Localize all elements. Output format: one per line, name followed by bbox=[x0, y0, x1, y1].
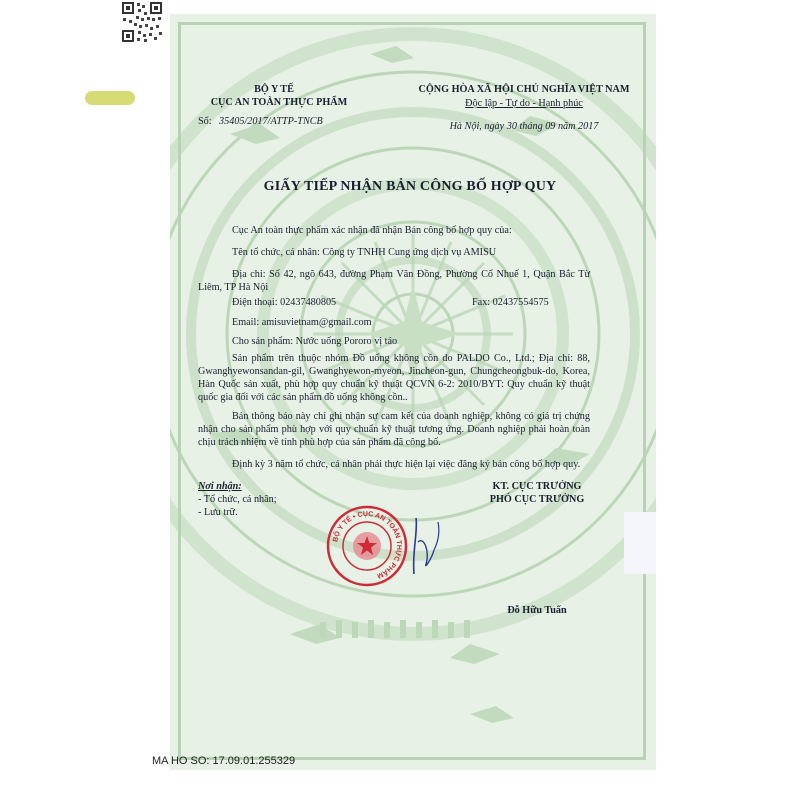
place-date: Hà Nội, ngày 30 tháng 09 năm 2017 bbox=[449, 121, 599, 132]
product-name: Cho sản phẩm: Nước uống Pororo vị táo bbox=[232, 336, 398, 347]
recipients-label: Nơi nhận: bbox=[198, 481, 242, 492]
product-detail: Sản phẩm trên thuộc nhóm Đồ uống không cồn do PALDO Co., Ltd.; Địa chỉ: 88, Gwanghyewonsandan-gil, Gwanghyewon-myeon, Jincheon-gun, Chungcheongbuk-do, Korea, Hàn Quốc sản xuất, phù hợp quy chuẩn kỹ thuật QCVN 6-2: 2010/BYT: Quy chuẩn kỹ thuật quốc gia đối với các sản phẩm đồ uống không cồn.. bbox=[198, 353, 590, 403]
phone-number: Điện thoại: 02437480805 bbox=[232, 297, 337, 308]
notice-text: Bản thông báo này chỉ ghi nhận sự cam kết của doanh nghiệp, không có giá trị chứng nhận cho sản phẩm phù hợp với quy chuẩn kỹ thuật tương ứng. Doanh nghiệp phải hoàn toàn chịu trách nhiệm về tính phù hợp của sản phẩm đã công bố. bbox=[198, 411, 590, 448]
periodic-text: Định kỳ 3 năm tổ chức, cá nhân phải thực hiện lại việc đăng ký bản công bố hợp quy. bbox=[232, 459, 581, 470]
handwritten-signature bbox=[404, 512, 488, 582]
organization-address: Địa chỉ: Số 42, ngõ 643, đường Phạm Văn Đồng, Phường Cổ Nhuế 1, Quận Bắc Từ Liêm, TP Hà Nội bbox=[198, 269, 590, 293]
department-name: CỤC AN TOÀN THỰC PHẨM bbox=[210, 97, 348, 108]
official-stamp bbox=[326, 505, 408, 587]
fax-number: Fax: 02437554575 bbox=[472, 297, 549, 308]
svg-text:BỘ Y TẾ • CỤC AN TOÀN THỰC PHẨ: BỘ Y TẾ • CỤC AN TOÀN THỰC PHẨM bbox=[332, 510, 403, 580]
recipient-item: - Tổ chức, cá nhân; bbox=[198, 494, 277, 505]
organization-name: Tên tổ chức, cá nhân: Công ty TNHH Cung ứng dịch vụ AMISU bbox=[232, 247, 497, 258]
scan-artifact bbox=[624, 512, 656, 574]
logo-watermark bbox=[85, 91, 135, 105]
national-motto: Độc lập - Tự do - Hạnh phúc bbox=[465, 98, 583, 109]
document-title: GIẤY TIẾP NHẬN BẢN CÔNG BỐ HỢP QUY bbox=[263, 179, 557, 194]
nation-name: CỘNG HÒA XÃ HỘI CHỦ NGHĨA VIỆT NAM bbox=[418, 84, 630, 95]
signature-title: KT. CỤC TRƯỞNG bbox=[492, 481, 582, 492]
signature-subtitle: PHÓ CỤC TRƯỞNG bbox=[489, 494, 585, 505]
signer-name: Đỗ Hữu Tuấn bbox=[507, 605, 567, 616]
doc-number-label: Số: bbox=[198, 116, 212, 127]
doc-number: 35405/2017/ATTP-TNCB bbox=[219, 116, 323, 127]
recipient-item: - Lưu trữ. bbox=[198, 507, 238, 518]
intro-text: Cục An toàn thực phẩm xác nhận đã nhận Bản công bố hợp quy của: bbox=[232, 225, 512, 236]
dossier-code: MA HO SO: 17.09.01.255329 bbox=[152, 755, 296, 767]
qr-code bbox=[120, 0, 164, 44]
ministry-name: BỘ Y TẾ bbox=[254, 84, 294, 95]
email-address: Email: amisuvietnam@gmail.com bbox=[232, 317, 372, 328]
